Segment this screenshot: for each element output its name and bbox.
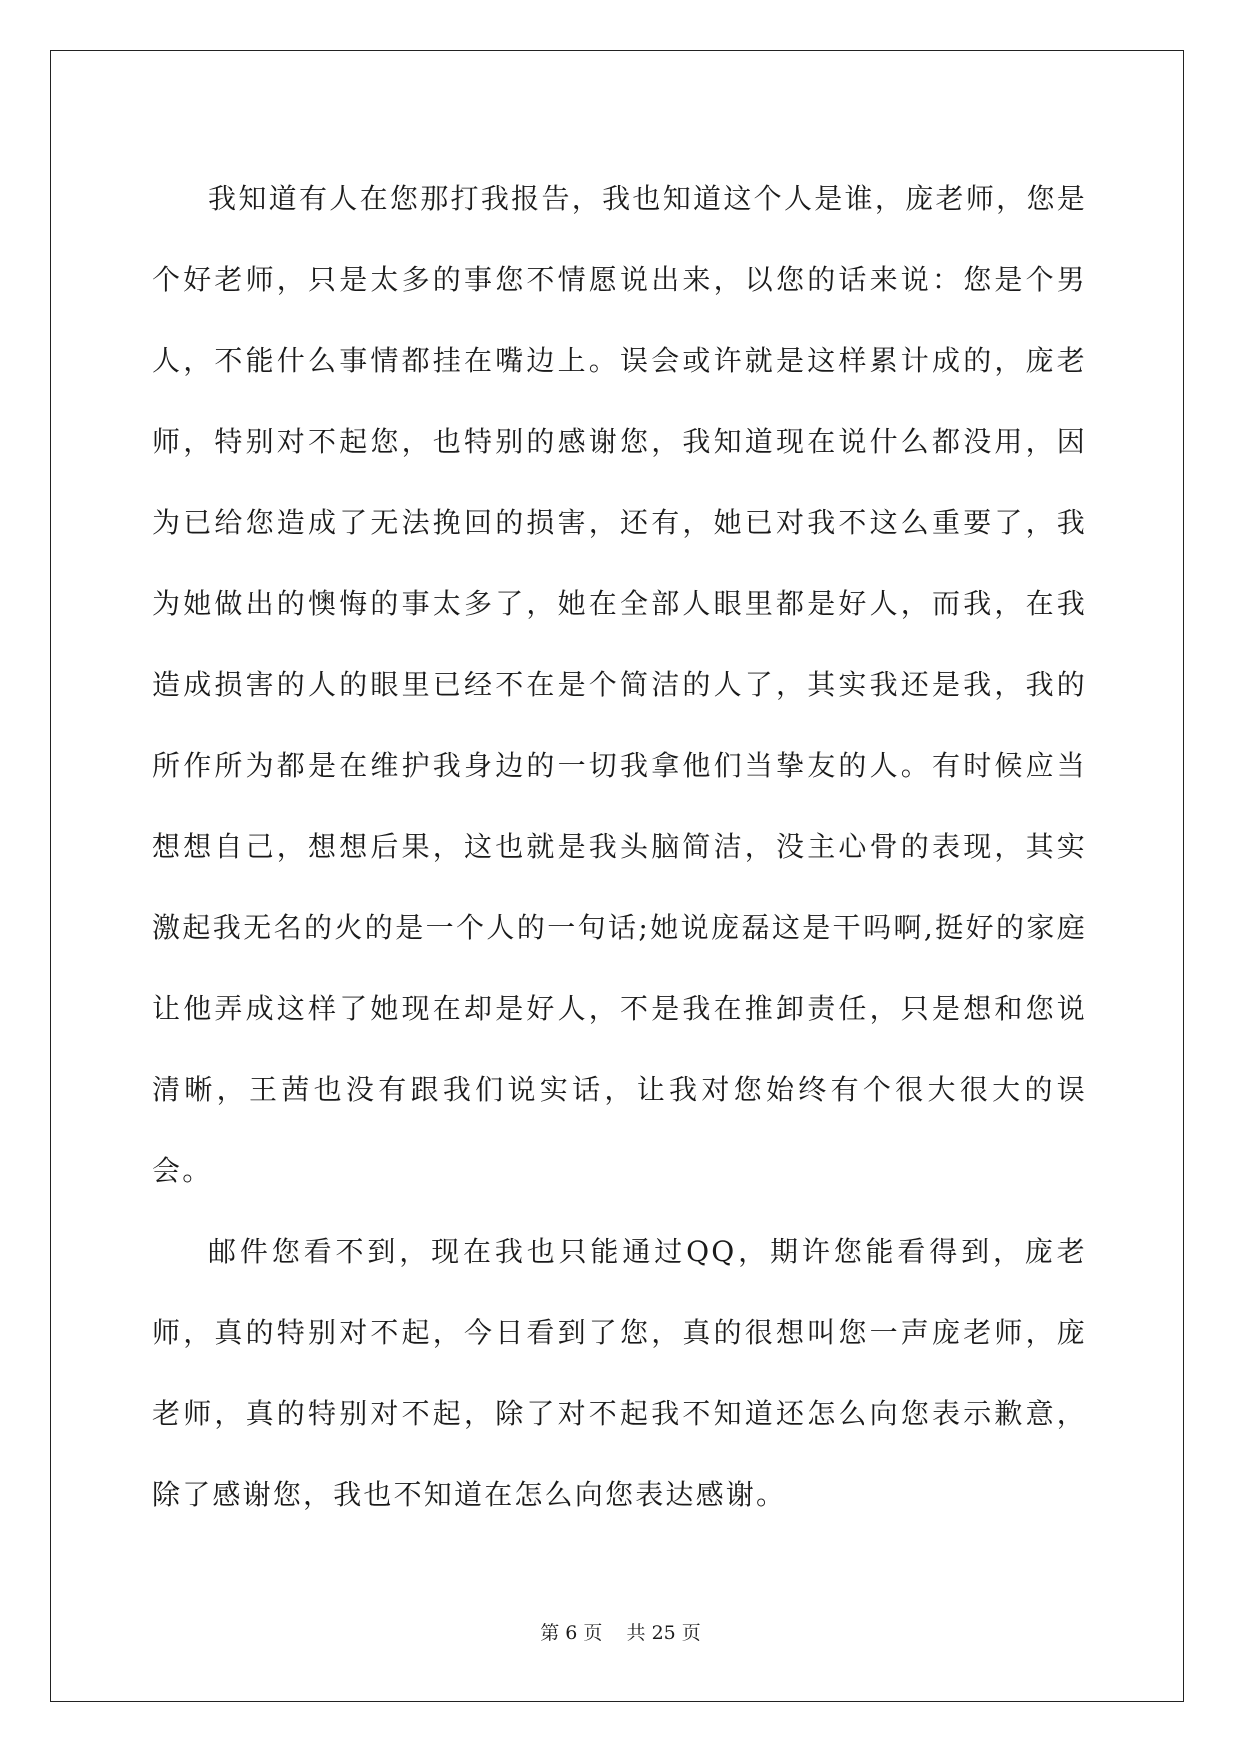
- paragraph-2: 邮件您看不到，现在我也只能通过QQ，期许您能看得到，庞老师，真的特别对不起，今日看到了您，真的很想叫您一声庞老师，庞老师，真的特别对不起，除了对不起我不知道还怎么向您表示歉意，除了感谢您，我也不知道在怎么向您表达感谢。: [152, 1235, 1087, 1511]
- paragraph-1: 我知道有人在您那打我报告，我也知道这个人是谁，庞老师，您是个好老师，只是太多的事您不情愿说出来，以您的话来说：您是个男人，不能什么事情都挂在嘴边上。误会或许就是这样累计成的，庞老师，特别对不起您，也特别的感谢您，我知道现在说什么都没用，因为已给您造成了无法挽回的损害，还有，她已对我不这么重要了，我为她做出的懊悔的事太多了，她在全部人眼里都是好人，而我，在我造成损害的人的眼里已经不在是个简洁的人了，其实我还是我，我的所作所为都是在维护我身边的一切我拿他们当挚友的人。有时候应当想想自己，想想后果，这也就是我头脑简洁，没主心骨的表现，其实激起我无名的火的是一个人的一句话;她说庞磊这是干吗啊,挺好的家庭让他弄成这样了她现在却是好人，不是我在推卸责任，只是想和您说清晰，王茜也没有跟我们说实话，让我对您始终有个很大很大的误会。: [152, 182, 1087, 1187]
- document-body: [152, 158, 1087, 1535]
- page-number-footer: 第 6 页 共 25 页: [540, 1622, 701, 1644]
